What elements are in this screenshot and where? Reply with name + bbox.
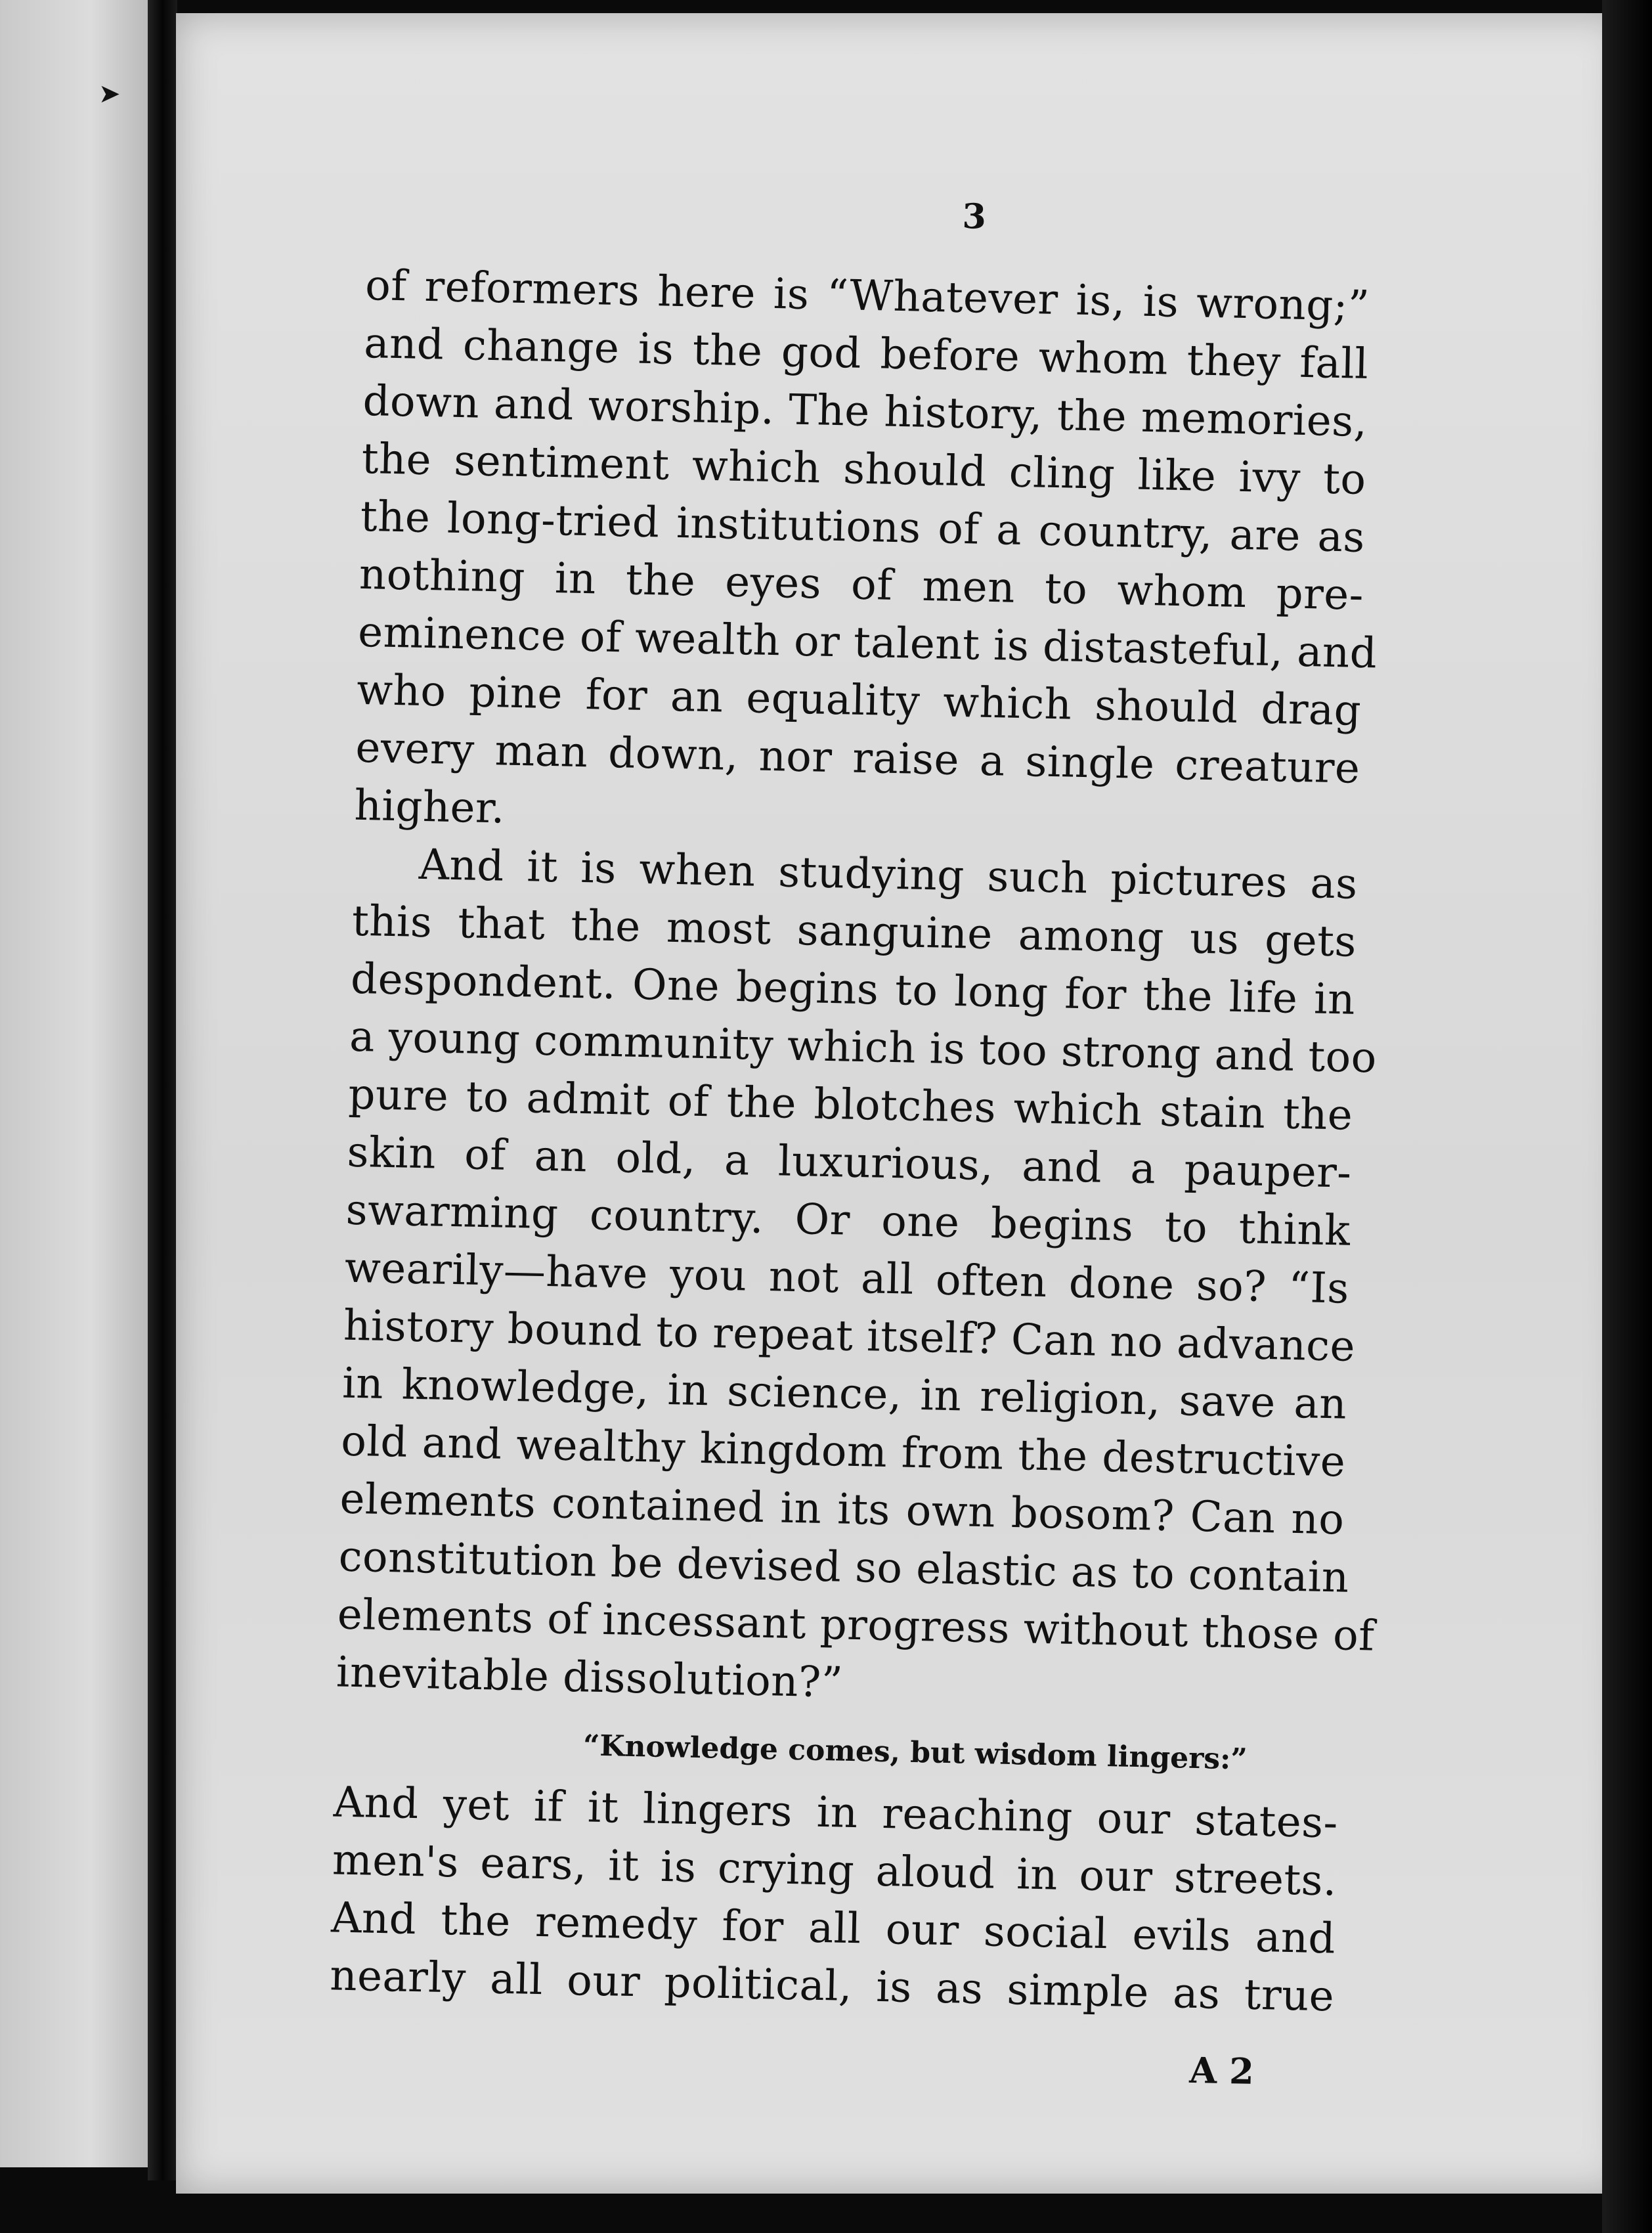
text-line: And the remedy for all our social evils and: [330, 1893, 1336, 1964]
text-line: history bound to repeat itself? Can no advance: [343, 1301, 1356, 1371]
page-number: 3: [962, 196, 987, 237]
page-edge-shadow: [1602, 0, 1652, 2233]
text-line: nearly all our political, is as simple as true: [329, 1951, 1335, 2022]
page-text: [328, 171, 1378, 2094]
text-line: down and worship. The history, the memories,: [362, 376, 1368, 447]
paragraph-3: [330, 1773, 1339, 2025]
text-line: constitution be devised so elastic as to contain: [338, 1532, 1350, 1603]
text-line: men's ears, it is crying aloud in our streets.: [332, 1836, 1337, 1906]
text-line: of reformers here is “Whatever is, is wrong;”: [364, 261, 1370, 331]
text-line: every man down, nor raise a single creature: [355, 723, 1361, 793]
text-line: despondent. One begins to long for the life in: [350, 954, 1356, 1025]
text-line: a young community which is too strong and too: [349, 1012, 1378, 1083]
text-line: wearily—have you not all often done so? “Is: [344, 1243, 1350, 1314]
text-line: swarming country. Or one begins to think: [345, 1185, 1351, 1256]
text-line: inevitable dissolution?”: [336, 1648, 844, 1708]
text-line: pure to admit of the blotches which stain the: [347, 1070, 1353, 1140]
text-line: the sentiment which should cling like ivy to: [361, 434, 1367, 504]
text-line: skin of an old, a luxurious, and a pauper-: [346, 1128, 1353, 1198]
text-line: elements contained in its own bosom? Can no: [339, 1474, 1345, 1545]
text-line: this that the most sanguine among us gets: [351, 896, 1357, 967]
text-line: old and wealthy kingdom from the destructive: [340, 1417, 1346, 1487]
text-line: And yet if it lingers in reaching our states-: [333, 1778, 1339, 1848]
binding-mark: ➤: [98, 79, 121, 109]
text-line: and change is the god before whom they fall: [363, 319, 1369, 389]
text-line: nothing in the eyes of men to whom pre-: [359, 550, 1364, 620]
text-line: who pine for an equality which should drag: [356, 665, 1362, 736]
paragraph-2: [336, 835, 1378, 1723]
paragraph-1: [353, 257, 1378, 856]
text-line: the long-tried institutions of a country, are as: [360, 492, 1366, 562]
text-line: elements of incessant progress without those of: [337, 1590, 1376, 1661]
text-line: And it is when studying such pictures as: [418, 840, 1359, 909]
facing-page-edge: [0, 0, 151, 2167]
text-line: higher.: [353, 781, 506, 833]
text-line: in knowledge, in science, in religion, save an: [341, 1359, 1347, 1429]
book-gutter: [148, 0, 177, 2180]
signature-mark: A 2: [1188, 2048, 1255, 2092]
text-line: eminence of wealth or talent is distasteful, and: [357, 608, 1378, 678]
epigraph-quote: “Knowledge comes, but wisdom lingers:”: [582, 1729, 1248, 1777]
